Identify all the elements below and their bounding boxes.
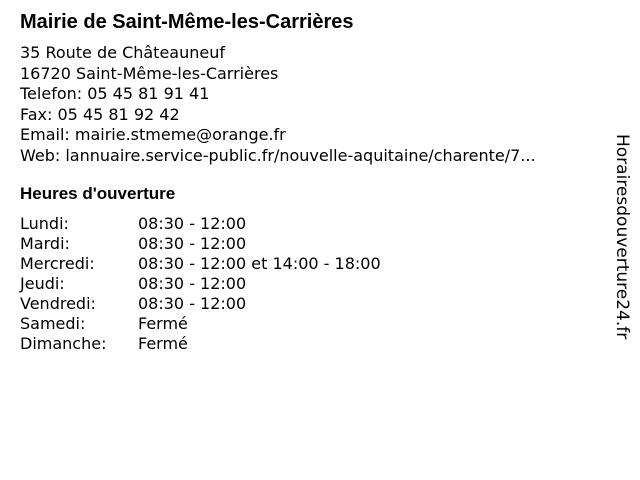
hours-time: 08:30 - 12:00 (138, 214, 247, 233)
website-link[interactable]: Web: lannuaire.service-public.fr/nouvelle-aquitaine/charente/7... (20, 145, 536, 165)
hours-day: Vendredi: (20, 294, 96, 313)
hours-time: 08:30 - 12:00 (138, 234, 247, 253)
opening-hours-heading: Heures d'ouverture (20, 184, 176, 203)
hours-time: Fermé (138, 314, 188, 333)
side-brand-watermark (610, 134, 634, 374)
page-title: Mairie de Saint-Même-les-Carrières (20, 11, 354, 33)
hours-day: Samedi: (20, 314, 86, 333)
hours-day: Mardi: (20, 234, 70, 253)
fax-number: Fax: 05 45 81 92 42 (20, 104, 180, 124)
hours-time: 08:30 - 12:00 et 14:00 - 18:00 (138, 254, 381, 273)
hours-day: Lundi: (20, 214, 69, 233)
hours-time: 08:30 - 12:00 (138, 294, 247, 313)
contact-block (20, 43, 536, 166)
hours-day: Jeudi: (20, 274, 65, 293)
hours-day: Mercredi: (20, 254, 95, 273)
hours-time: Fermé (138, 334, 188, 353)
side-brand-text: Horairesdouverture24.fr (612, 134, 632, 340)
hours-day: Dimanche: (20, 334, 107, 353)
email-address: Email: mairie.stmeme@orange.fr (20, 125, 286, 144)
address-street: 35 Route de Châteauneuf (20, 43, 225, 62)
address-city: 16720 Saint-Même-les-Carrières (20, 63, 279, 83)
phone-number: Telefon: 05 45 81 91 41 (20, 84, 210, 103)
hours-time: 08:30 - 12:00 (138, 274, 247, 293)
